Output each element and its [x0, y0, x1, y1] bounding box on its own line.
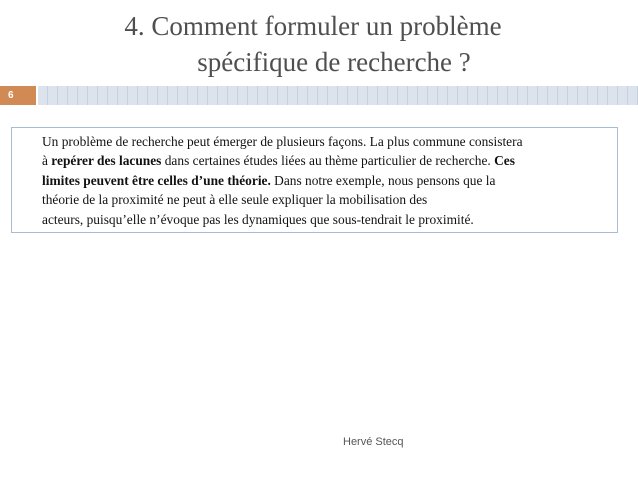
content-text-box — [11, 127, 618, 233]
slide-title-line-2: spécifique de recherche ? — [197, 47, 471, 77]
content-line-2-prefix: à — [42, 153, 52, 169]
content-highlight-limites: limites peuvent être celles d’une théorie. — [42, 172, 271, 188]
content-line-3 — [42, 171, 607, 190]
slide-number-badge: 6 — [0, 86, 36, 105]
content-line-3-rest: Dans notre exemple, nous pensons que la — [270, 172, 496, 188]
footer-author: Hervé Stecq — [343, 436, 404, 448]
content-highlight-ces: Ces — [494, 153, 515, 169]
content-line-2-middle: dans certaines études liées au thème particulier de recherche. — [161, 153, 495, 169]
slide-title — [0, 8, 638, 80]
content-highlight-lacunes: repérer des lacunes — [51, 153, 162, 169]
content-line-5: acteurs, puisqu’elle n’évoque pas les dynamiques que sous-tendrait le proximité. — [42, 211, 474, 227]
content-line-1: Un problème de recherche peut émerger de plusieurs façons. La plus commune consistera — [42, 134, 523, 149]
slide-title-line-1: 4. Comment formuler un problème — [124, 11, 502, 41]
content-line-2 — [42, 151, 607, 170]
header-band — [38, 86, 638, 105]
content-line-4: théorie de la proximité ne peut à elle seule expliquer la mobilisation des — [42, 192, 428, 208]
